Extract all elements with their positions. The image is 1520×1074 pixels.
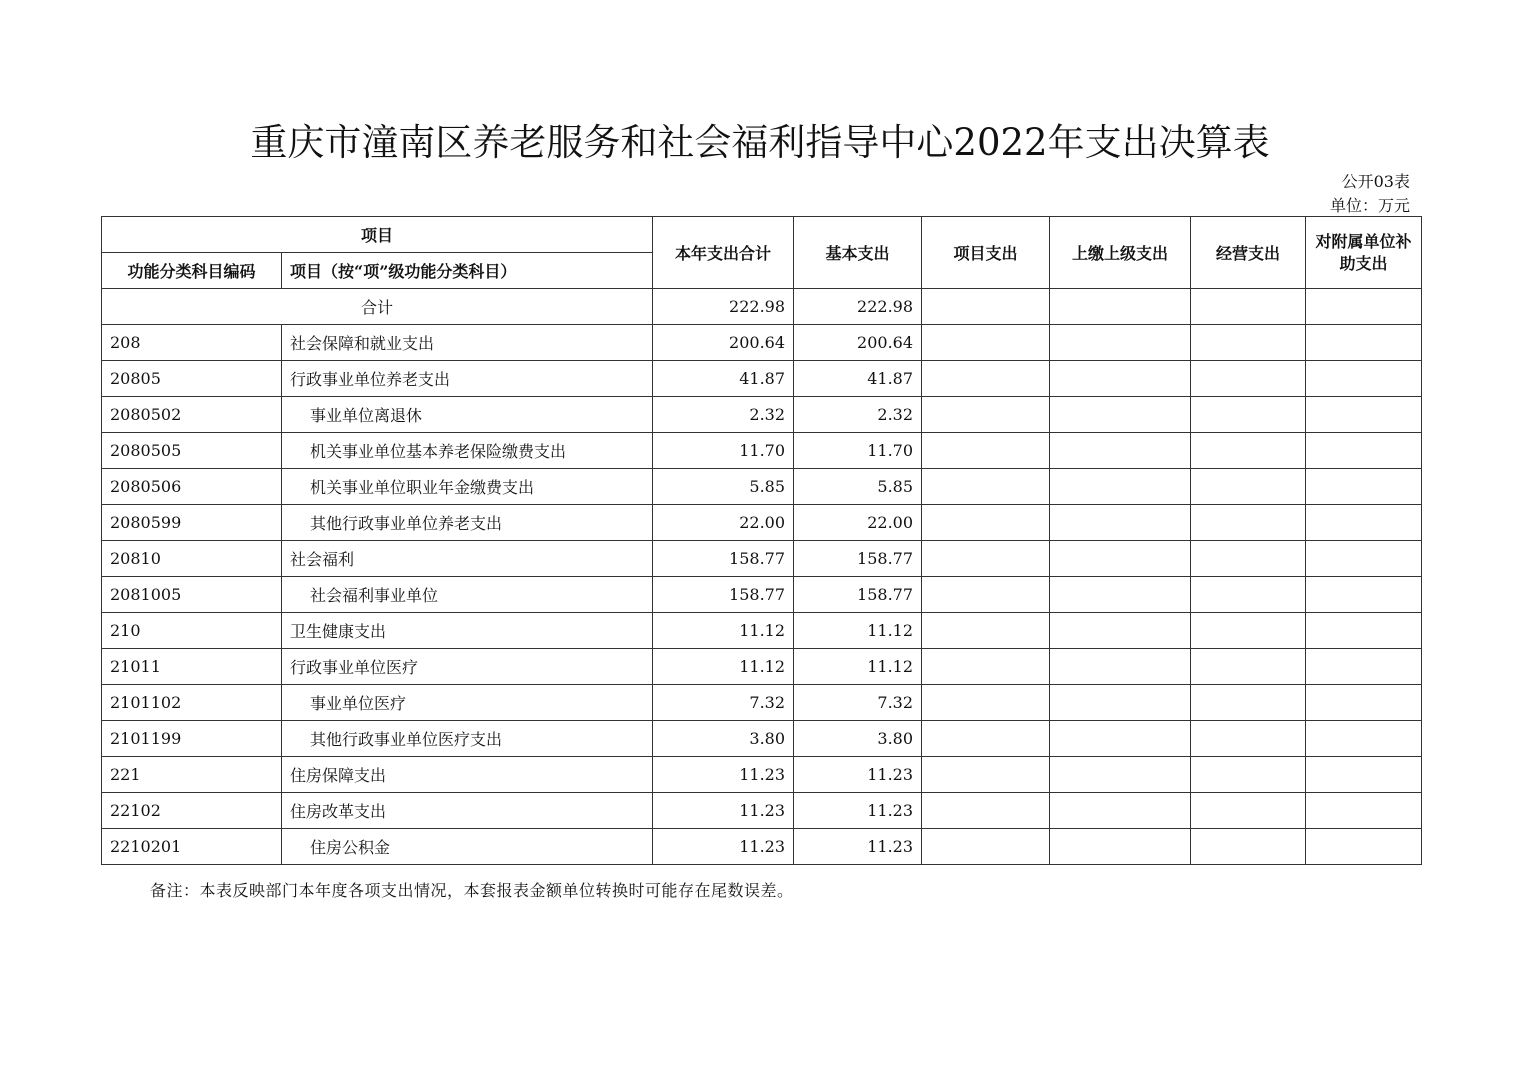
table-row [102, 361, 1422, 397]
empty-cell [922, 649, 1050, 685]
table-row [102, 325, 1422, 361]
empty-cell [1191, 829, 1306, 865]
row-basic: 22.00 [794, 505, 922, 541]
empty-cell [1050, 541, 1191, 577]
empty-cell [922, 361, 1050, 397]
row-total: 5.85 [653, 469, 794, 505]
row-name: 住房公积金 [282, 829, 653, 865]
empty-cell [1306, 541, 1422, 577]
empty-cell [1306, 397, 1422, 433]
empty-cell [1050, 289, 1191, 325]
row-name: 住房保障支出 [282, 757, 653, 793]
empty-cell [1050, 397, 1191, 433]
header-basic: 基本支出 [794, 217, 922, 289]
row-code: 2101102 [102, 685, 282, 721]
row-name: 社会福利事业单位 [282, 577, 653, 613]
empty-cell [1191, 721, 1306, 757]
empty-cell [1306, 505, 1422, 541]
empty-cell [1050, 685, 1191, 721]
row-name: 其他行政事业单位医疗支出 [282, 721, 653, 757]
table-row [102, 613, 1422, 649]
empty-cell [1191, 685, 1306, 721]
total-amount: 222.98 [653, 289, 794, 325]
empty-cell [1050, 613, 1191, 649]
empty-cell [1306, 685, 1422, 721]
row-total: 3.80 [653, 721, 794, 757]
row-name: 社会福利 [282, 541, 653, 577]
expenditure-table [101, 216, 1422, 865]
empty-cell [1191, 541, 1306, 577]
row-basic: 11.23 [794, 757, 922, 793]
empty-cell [922, 685, 1050, 721]
empty-cell [1050, 433, 1191, 469]
row-total: 22.00 [653, 505, 794, 541]
row-name: 事业单位医疗 [282, 685, 653, 721]
row-name: 行政事业单位医疗 [282, 649, 653, 685]
empty-cell [1306, 577, 1422, 613]
row-total: 200.64 [653, 325, 794, 361]
empty-cell [922, 289, 1050, 325]
empty-cell [1191, 469, 1306, 505]
table-row [102, 541, 1422, 577]
row-basic: 11.12 [794, 613, 922, 649]
empty-cell [1050, 757, 1191, 793]
row-total: 11.23 [653, 757, 794, 793]
row-name: 行政事业单位养老支出 [282, 361, 653, 397]
header-total: 本年支出合计 [653, 217, 794, 289]
row-code: 2101199 [102, 721, 282, 757]
row-total: 158.77 [653, 541, 794, 577]
row-code: 2080599 [102, 505, 282, 541]
empty-cell [1191, 325, 1306, 361]
empty-cell [1050, 325, 1191, 361]
row-code: 20805 [102, 361, 282, 397]
header-project-group: 项目 [102, 217, 653, 253]
table-row [102, 829, 1422, 865]
row-name: 机关事业单位职业年金缴费支出 [282, 469, 653, 505]
total-row [102, 289, 1422, 325]
table-row [102, 649, 1422, 685]
table-row [102, 721, 1422, 757]
empty-cell [922, 325, 1050, 361]
table-row [102, 685, 1422, 721]
row-code: 2081005 [102, 577, 282, 613]
row-name: 社会保障和就业支出 [282, 325, 653, 361]
total-label: 合计 [102, 289, 653, 325]
row-total: 7.32 [653, 685, 794, 721]
row-code: 22102 [102, 793, 282, 829]
row-code: 21011 [102, 649, 282, 685]
empty-cell [922, 577, 1050, 613]
empty-cell [1191, 793, 1306, 829]
row-name: 事业单位离退休 [282, 397, 653, 433]
empty-cell [922, 721, 1050, 757]
empty-cell [1191, 505, 1306, 541]
row-code: 20810 [102, 541, 282, 577]
empty-cell [1191, 289, 1306, 325]
empty-cell [1191, 577, 1306, 613]
table-row [102, 433, 1422, 469]
table-row [102, 757, 1422, 793]
row-name: 机关事业单位基本养老保险缴费支出 [282, 433, 653, 469]
empty-cell [922, 433, 1050, 469]
row-basic: 11.12 [794, 649, 922, 685]
row-basic: 41.87 [794, 361, 922, 397]
header-project: 项目支出 [922, 217, 1050, 289]
empty-cell [1306, 649, 1422, 685]
empty-cell [1050, 577, 1191, 613]
table-row [102, 793, 1422, 829]
total-basic: 222.98 [794, 289, 922, 325]
row-code: 2080506 [102, 469, 282, 505]
row-total: 41.87 [653, 361, 794, 397]
empty-cell [1191, 361, 1306, 397]
header-upper: 上缴上级支出 [1050, 217, 1191, 289]
row-basic: 11.23 [794, 793, 922, 829]
empty-cell [922, 613, 1050, 649]
page-title: 重庆市潼南区养老服务和社会福利指导中心2022年支出决算表 [250, 121, 1270, 164]
empty-cell [1050, 793, 1191, 829]
row-total: 11.23 [653, 829, 794, 865]
unit-label: 单位：万元 [1329, 196, 1410, 215]
row-code: 2080505 [102, 433, 282, 469]
header-subsidy: 对附属单位补助支出 [1306, 217, 1422, 289]
row-name: 其他行政事业单位养老支出 [282, 505, 653, 541]
header-business: 经营支出 [1191, 217, 1306, 289]
row-total: 11.23 [653, 793, 794, 829]
empty-cell [1050, 505, 1191, 541]
row-code: 2210201 [102, 829, 282, 865]
row-code: 208 [102, 325, 282, 361]
row-total: 11.12 [653, 613, 794, 649]
table-row [102, 397, 1422, 433]
empty-cell [1306, 325, 1422, 361]
row-total: 11.12 [653, 649, 794, 685]
row-basic: 11.70 [794, 433, 922, 469]
empty-cell [922, 541, 1050, 577]
empty-cell [1191, 433, 1306, 469]
empty-cell [1191, 613, 1306, 649]
header-name: 项目（按“项”级功能分类科目） [282, 253, 653, 289]
empty-cell [1306, 361, 1422, 397]
footnote: 备注：本表反映部门本年度各项支出情况，本套报表金额单位转换时可能存在尾数误差。 [150, 881, 794, 900]
empty-cell [1050, 721, 1191, 757]
empty-cell [1050, 469, 1191, 505]
empty-cell [922, 397, 1050, 433]
row-total: 2.32 [653, 397, 794, 433]
empty-cell [1306, 289, 1422, 325]
empty-cell [1050, 649, 1191, 685]
row-code: 2080502 [102, 397, 282, 433]
table-row [102, 505, 1422, 541]
row-basic: 5.85 [794, 469, 922, 505]
row-total: 11.70 [653, 433, 794, 469]
table-row [102, 577, 1422, 613]
empty-cell [922, 829, 1050, 865]
empty-cell [922, 793, 1050, 829]
empty-cell [1191, 649, 1306, 685]
empty-cell [1191, 397, 1306, 433]
form-number: 公开03表 [1341, 172, 1410, 191]
row-basic: 158.77 [794, 577, 922, 613]
row-name: 住房改革支出 [282, 793, 653, 829]
row-basic: 2.32 [794, 397, 922, 433]
row-basic: 7.32 [794, 685, 922, 721]
empty-cell [1306, 829, 1422, 865]
row-name: 卫生健康支出 [282, 613, 653, 649]
empty-cell [922, 505, 1050, 541]
row-basic: 200.64 [794, 325, 922, 361]
row-code: 210 [102, 613, 282, 649]
empty-cell [1306, 757, 1422, 793]
empty-cell [1306, 793, 1422, 829]
row-total: 158.77 [653, 577, 794, 613]
empty-cell [1306, 613, 1422, 649]
header-code: 功能分类科目编码 [102, 253, 282, 289]
empty-cell [1306, 721, 1422, 757]
row-basic: 3.80 [794, 721, 922, 757]
empty-cell [1306, 433, 1422, 469]
row-basic: 11.23 [794, 829, 922, 865]
empty-cell [922, 469, 1050, 505]
table-row [102, 469, 1422, 505]
row-basic: 158.77 [794, 541, 922, 577]
empty-cell [1191, 757, 1306, 793]
empty-cell [1050, 829, 1191, 865]
empty-cell [1050, 361, 1191, 397]
empty-cell [1306, 469, 1422, 505]
row-code: 221 [102, 757, 282, 793]
empty-cell [922, 757, 1050, 793]
